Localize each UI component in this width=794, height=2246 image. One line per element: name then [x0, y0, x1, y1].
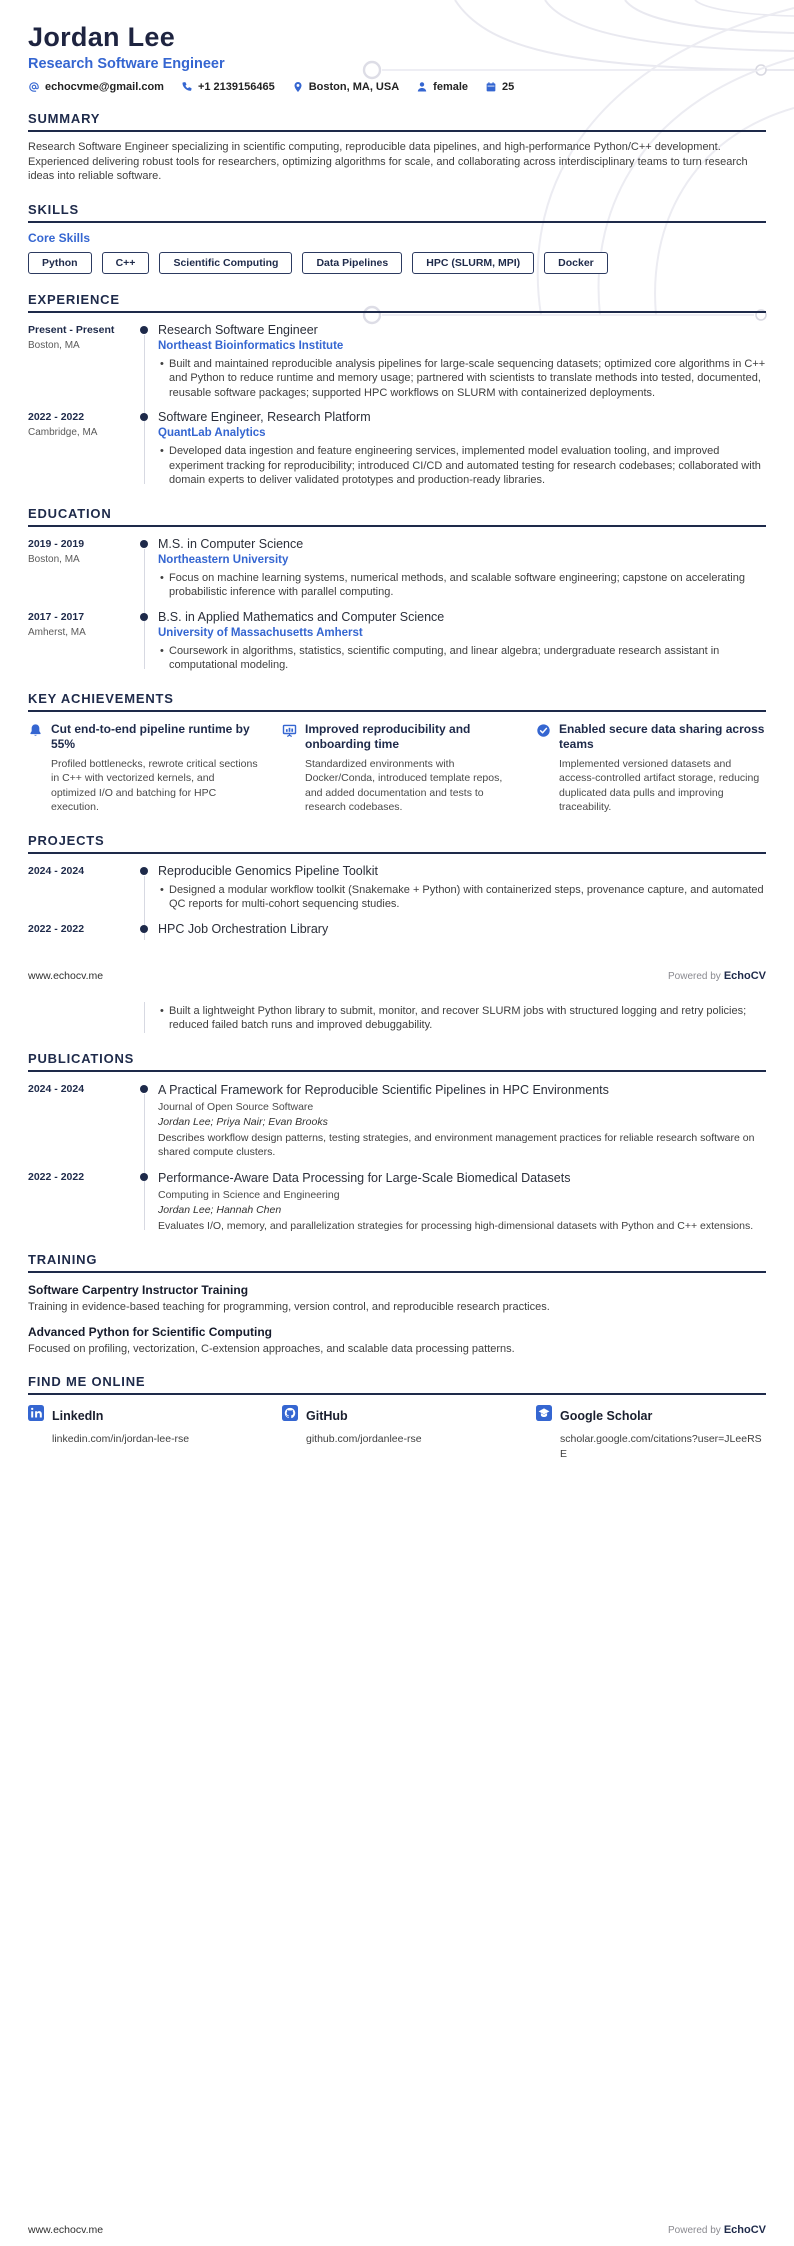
contact-age [485, 81, 514, 93]
timeline-rail [132, 1082, 158, 1160]
school-name: University of Massachusetts Amherst [158, 626, 363, 639]
training-title: Advanced Python for Scientific Computing [28, 1324, 273, 1339]
training-entry [28, 1283, 766, 1315]
contact-location [292, 81, 399, 93]
skill-tag: C++ [102, 252, 150, 274]
profile-head [536, 1405, 766, 1426]
timeline-dot [140, 413, 148, 421]
bullet-list [158, 357, 766, 401]
entry-body [158, 537, 766, 600]
profile-label: LinkedIn [52, 1408, 104, 1423]
training-text: Training in evidence-based teaching for programming, version control, and reproducible research practices. [28, 1300, 550, 1313]
education-heading: EDUCATION [28, 506, 766, 527]
publication-entry [28, 1170, 766, 1234]
bullet-list [158, 571, 766, 600]
entry-meta [28, 323, 132, 401]
bullet-list [158, 644, 766, 673]
entry-dates: 2022 - 2022 [28, 1170, 85, 1183]
section-find-me-online [28, 1374, 766, 1460]
contact-row [28, 81, 766, 93]
job-role: Software Engineer, Research Platform [158, 410, 371, 425]
bullet-item [158, 357, 766, 401]
timeline-rail [132, 922, 158, 936]
profile-head [28, 1405, 258, 1426]
bullet-text: Coursework in algorithms, statistics, scientific computing, and linear algebra; undergraduate research assistant in computational modeling. [169, 644, 720, 672]
powered-by [668, 2224, 766, 2236]
entry-body [158, 1082, 766, 1160]
bullet-item [158, 571, 766, 600]
experience-entry [28, 410, 766, 488]
skill-tag: Data Pipelines [302, 252, 402, 274]
candidate-title: Research Software Engineer [28, 56, 225, 73]
project-continuation [28, 1002, 766, 1033]
entry-body [158, 323, 766, 401]
training-entry [28, 1325, 766, 1357]
project-title: Reproducible Genomics Pipeline Toolkit [158, 863, 379, 878]
bell-icon [28, 722, 43, 743]
google-scholar-icon [536, 1405, 552, 1426]
entry-dates: 2019 - 2019 [28, 537, 85, 550]
entry-meta [28, 1170, 132, 1234]
skill-tag: Python [28, 252, 92, 274]
bullet-item [158, 1004, 766, 1033]
bullet-item [158, 644, 766, 673]
publication-title: Performance-Aware Data Processing for Large-Scale Biomedical Datasets [158, 1170, 571, 1185]
achievement-item [28, 722, 258, 815]
powered-by-prefix: Powered by [668, 2225, 721, 2236]
presentation-chart-icon [282, 722, 297, 743]
publication-title: A Practical Framework for Reproducible Scientific Pipelines in HPC Environments [158, 1082, 609, 1097]
summary-text: Research Software Engineer specializing in scientific computing, reproducible data pipelines, and high-performance Python/C++ development. Experienced delivering robust tools for researchers, optimizing algorithms for scale, and collaborating across interdisciplinary teams to turn research ideas into reliable software. [28, 141, 748, 183]
profile-item-github [282, 1405, 512, 1460]
bullet-text: Focus on machine learning systems, numerical methods, and scalable software engineering; capstone on accelerating probabilistic inference with parallel computing. [169, 571, 745, 599]
school-name: Northeastern University [158, 553, 289, 566]
education-entry [28, 610, 766, 673]
section-education [28, 506, 766, 673]
section-publications [28, 1051, 766, 1234]
brand-name: EchoCV [723, 2224, 766, 2236]
achievement-head [536, 722, 766, 752]
bullet-item [158, 883, 766, 912]
job-role: Research Software Engineer [158, 322, 318, 337]
bullet-text: Developed data ingestion and feature engineering services, implemented model evaluation tooling, and improved experiment tracking for reproducibility; introduced CI/CD and automated testing for research codebases; collaborated with domain experts to deliver validated prototypes and production-ready libraries. [169, 445, 761, 487]
bullet-list [158, 1004, 766, 1033]
skills-group-label: Core Skills [28, 230, 91, 245]
company-name: QuantLab Analytics [158, 427, 266, 440]
entry-body [158, 1170, 766, 1234]
education-entry [28, 537, 766, 600]
bullet-list [158, 883, 766, 912]
profile-url: scholar.google.com/citations?user=JLeeRSE [560, 1433, 762, 1460]
section-training [28, 1252, 766, 1357]
entry-dates: 2024 - 2024 [28, 1082, 85, 1095]
bullet-text: Designed a modular workflow toolkit (Snakemake + Python) with containerized steps, provenance capture, and automated QC reports for multi-cohort sequencing studies. [169, 883, 764, 911]
publication-description: Describes workflow design patterns, testing strategies, and environment management practices for reliable research software on shared compute clusters. [158, 1132, 755, 1159]
timeline-rail [132, 323, 158, 401]
experience-entry [28, 323, 766, 401]
profile-item-linkedin [28, 1405, 258, 1460]
check-circle-icon [536, 722, 551, 743]
contact-email [28, 81, 164, 93]
at-icon [28, 81, 40, 93]
contact-location-text: Boston, MA, USA [308, 81, 400, 94]
timeline-dot [140, 613, 148, 621]
training-title: Software Carpentry Instructor Training [28, 1282, 249, 1297]
phone-icon [181, 81, 193, 93]
github-icon [282, 1405, 298, 1426]
entry-dates: 2017 - 2017 [28, 610, 85, 623]
timeline-dot [140, 867, 148, 875]
entry-dates: Present - Present [28, 323, 115, 336]
achievement-head [282, 722, 512, 752]
calendar-icon [485, 81, 497, 93]
entry-meta [28, 537, 132, 600]
section-skills [28, 202, 766, 274]
timeline-rail [132, 610, 158, 673]
publication-venue: Journal of Open Source Software [158, 1101, 314, 1113]
timeline-rail [132, 1170, 158, 1234]
publication-venue: Computing in Science and Engineering [158, 1189, 340, 1202]
summary-heading: SUMMARY [28, 111, 766, 132]
company-name: Northeast Bioinformatics Institute [158, 339, 344, 352]
projects-heading: PROJECTS [28, 833, 766, 854]
project-title: HPC Job Orchestration Library [158, 921, 329, 936]
entry-location: Boston, MA [28, 339, 80, 351]
entry-location: Amherst, MA [28, 626, 86, 638]
achievement-title: Improved reproducibility and onboarding time [305, 721, 471, 751]
timeline-dot [140, 1085, 148, 1093]
bullet-list [158, 444, 766, 488]
timeline-dot [140, 1173, 148, 1181]
entry-meta [28, 1082, 132, 1160]
skill-tag: HPC (SLURM, MPI) [412, 252, 534, 274]
timeline-dot [140, 540, 148, 548]
publication-entries [28, 1082, 766, 1234]
experience-heading: EXPERIENCE [28, 292, 766, 313]
entry-dates: 2022 - 2022 [28, 922, 85, 935]
profile-head [282, 1405, 512, 1426]
powered-by-prefix: Powered by [668, 970, 721, 982]
contact-gender [416, 81, 468, 93]
profile-item-google-scholar [536, 1405, 766, 1460]
bullet-text: Built and maintained reproducible analysis pipelines for large-scale sequencing datasets; optimized core algorithms in C++ and Python to reduce runtime and memory usage; partnered with scientists to translate methods into tested, documented, reusable software packages; supported HPC workflows on SLURM with containerized deployments. [169, 357, 766, 399]
entry-body [158, 410, 766, 488]
powered-by [668, 970, 766, 982]
section-key-achievements [28, 691, 766, 815]
find-me-online-heading: FIND ME ONLINE [28, 1374, 766, 1395]
achievement-item [282, 722, 512, 815]
profile-label: Google Scholar [560, 1408, 653, 1423]
bullet-item [158, 444, 766, 488]
profile-url: linkedin.com/in/jordan-lee-rse [52, 1433, 190, 1446]
education-entries [28, 537, 766, 673]
person-icon [416, 81, 428, 93]
entry-location: Cambridge, MA [28, 427, 98, 439]
skill-tag: Scientific Computing [159, 252, 292, 274]
project-entries [28, 864, 766, 944]
timeline-rail [132, 864, 158, 912]
publication-authors: Jordan Lee; Priya Nair; Evan Brooks [158, 1116, 328, 1128]
achievement-text: Implemented versioned datasets and access-controlled artifact storage, reducing duplicated data pulls and improving traceability. [559, 757, 760, 814]
entry-location: Boston, MA [28, 553, 80, 565]
location-icon [292, 81, 304, 93]
publication-description: Evaluates I/O, memory, and parallelization strategies for processing high-dimensional datasets with Python and C++ extensions. [158, 1220, 754, 1233]
achievement-title: Cut end-to-end pipeline runtime by 55% [51, 721, 250, 751]
publication-entry [28, 1082, 766, 1160]
entry-body [158, 1002, 766, 1033]
profile-label: GitHub [306, 1408, 348, 1423]
training-text: Focused on profiling, vectorization, C-extension approaches, and scalable data processing patterns. [28, 1342, 515, 1355]
degree-name: B.S. in Applied Mathematics and Computer Science [158, 609, 445, 624]
timeline-dot [140, 326, 148, 334]
page-2-footer [28, 2224, 766, 2236]
contact-phone-text: +1 2139156465 [197, 81, 275, 94]
entry-meta [28, 922, 132, 936]
profile-url: github.com/jordanlee-rse [306, 1433, 422, 1446]
skill-tag-list [28, 252, 766, 274]
timeline-rail [132, 537, 158, 600]
resume-header [28, 22, 766, 93]
entry-meta [28, 864, 132, 912]
section-experience [28, 292, 766, 488]
achievement-title: Enabled secure data sharing across teams [559, 721, 765, 751]
brand-name: EchoCV [723, 969, 766, 982]
page-1-footer [28, 970, 766, 982]
contact-email-text: echocvme@gmail.com [45, 81, 164, 94]
candidate-name: Jordan Lee [28, 22, 176, 52]
timeline-rail [132, 410, 158, 488]
footer-site-url: www.echocv.me [28, 969, 104, 982]
achievement-item [536, 722, 766, 815]
linkedin-icon [28, 1405, 44, 1426]
achievements-grid [28, 722, 766, 815]
entry-body [158, 864, 766, 912]
contact-age-text: 25 [502, 81, 515, 94]
section-summary [28, 111, 766, 184]
achievement-text: Standardized environments with Docker/Conda, introduced template repos, and added documentation and tests to research codebases. [305, 757, 503, 814]
entry-dates: 2024 - 2024 [28, 864, 85, 877]
bullet-text: Built a lightweight Python library to submit, monitor, and recover SLURM jobs with structured logging and retry policies; reduced failed batch runs and improved debuggability. [169, 1004, 747, 1032]
degree-name: M.S. in Computer Science [158, 536, 304, 551]
entry-body [158, 922, 766, 936]
training-heading: TRAINING [28, 1252, 766, 1273]
achievements-heading: KEY ACHIEVEMENTS [28, 691, 766, 712]
publications-heading: PUBLICATIONS [28, 1051, 766, 1072]
timeline-dot [140, 925, 148, 933]
skill-tag: Docker [544, 252, 608, 274]
skills-heading: SKILLS [28, 202, 766, 223]
achievement-text: Profiled bottlenecks, rewrote critical sections in C++ with vectorized kernels, and optimized I/O and batching for HPC execution. [51, 757, 258, 814]
achievement-head [28, 722, 258, 752]
publication-authors: Jordan Lee; Hannah Chen [158, 1204, 282, 1217]
find-me-online-grid [28, 1405, 766, 1460]
contact-gender-text: female [433, 81, 469, 94]
contact-phone [181, 81, 275, 93]
experience-entries [28, 323, 766, 488]
entry-meta [28, 610, 132, 673]
project-entry [28, 922, 766, 936]
project-entry [28, 864, 766, 912]
footer-site-url: www.echocv.me [28, 2224, 104, 2236]
section-projects [28, 833, 766, 944]
entry-meta [28, 410, 132, 488]
entry-dates: 2022 - 2022 [28, 411, 85, 424]
timeline-rail [28, 1002, 158, 1033]
entry-body [158, 610, 766, 673]
